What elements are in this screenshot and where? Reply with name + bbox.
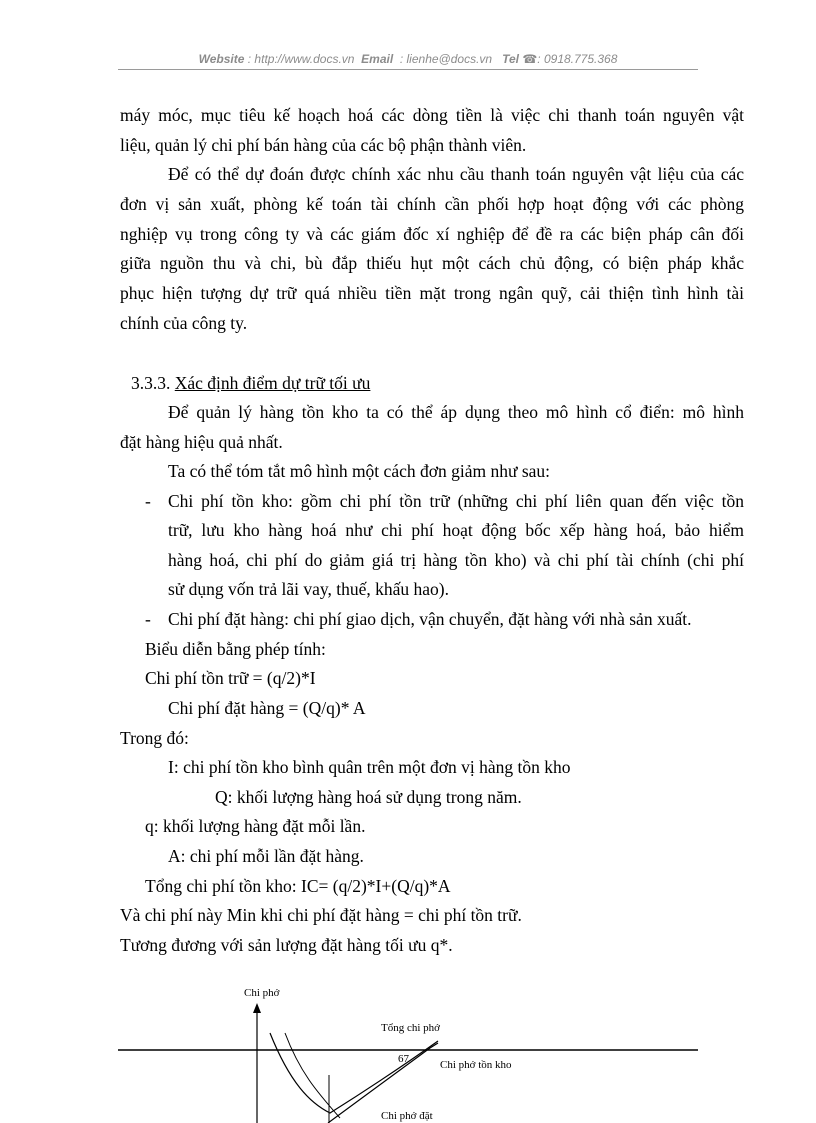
cost-curve-diagram <box>0 963 816 1123</box>
angle-mark: 67 <box>398 1053 409 1065</box>
website-value: : http://www.docs.vn <box>247 52 355 66</box>
formula-holding: Chi phí tồn trữ = (q/2)*I <box>145 668 316 688</box>
text-line: Biểu diễn bằng phép tính: <box>145 639 326 659</box>
text-line: Tương đương với sản lượng đặt hàng tối ưu q*. <box>120 935 453 955</box>
text-line: Ta có thể tóm tắt mô hình một cách đơn giảm như sau: <box>168 461 551 481</box>
text-line: Trong đó: <box>120 728 189 748</box>
tel-value: : 0918.775.368 <box>537 52 618 66</box>
tel-label: Tel <box>502 52 519 66</box>
text-line: trữ, lưu kho hàng hoá như chi phí hoạt động bốc xếp hàng hoá, bảo hiểm <box>168 520 744 540</box>
text-line: hàng hoá, chi phí do giảm giá trị hàng tồn kho) và chi phí tài chính (chi phí <box>168 550 744 570</box>
y-axis-arrow <box>253 1003 261 1013</box>
total-cost-curve <box>270 1033 438 1113</box>
text-line: nghiệp vụ trong công ty và các giám đốc xí nghiệp để đề ra các biện pháp cân đối <box>120 224 744 244</box>
text-line: Chi phí đặt hàng: chi phí giao dịch, vận chuyển, đặt hàng với nhà sản xuất. <box>168 609 692 629</box>
header-divider <box>118 69 698 70</box>
holding-cost-label: Chi phớ tồn kho <box>440 1059 512 1071</box>
section-title: Xác định điểm dự trữ tối ưu <box>174 373 371 393</box>
y-axis-label: Chi phớ <box>244 987 280 999</box>
website-label: Website <box>198 52 245 66</box>
ordering-cost-curve <box>285 1033 340 1118</box>
email-value: : lienhe@docs.vn <box>399 52 493 66</box>
phone-icon: ☎ <box>522 52 538 66</box>
bullet-dash: - <box>145 609 151 629</box>
email-label: Email <box>361 52 394 66</box>
definition-A: A: chi phí mỗi lần đặt hàng. <box>168 846 364 866</box>
text-line: Để có thể dự đoán được chính xác nhu cầu thanh toán nguyên vật liệu của các <box>168 164 744 184</box>
section-heading <box>131 373 370 393</box>
total-cost-label: Tổng chi phớ <box>381 1022 440 1034</box>
text-line: liệu, quản lý chi phí bán hàng của các bộ phận thành viên. <box>120 135 527 155</box>
text-line: Để quản lý hàng tồn kho ta có thể áp dụng theo mô hình cổ điển: mô hình <box>168 402 744 422</box>
text-line: sử dụng vốn trả lãi vay, thuế, khấu hao). <box>168 579 449 599</box>
definition-I: I: chi phí tồn kho bình quân trên một đơn vị hàng tồn kho <box>168 757 571 777</box>
text-line: Và chi phí này Min khi chi phí đặt hàng = chi phí tồn trữ. <box>120 905 522 925</box>
ordering-cost-label: Chi phớ đặt <box>381 1110 433 1122</box>
text-line: chính của công ty. <box>120 313 248 333</box>
definition-Q: Q: khối lượng hàng hoá sử dụng trong năm. <box>215 787 522 807</box>
text-line: máy móc, mục tiêu kế hoạch hoá các dòng tiền là việc chi thanh toán nguyên vật <box>120 105 744 125</box>
text-line: phục hiện tượng dự trữ quá nhiều tiền mặt trong ngân quỹ, cải thiện tình hình tài <box>120 283 744 303</box>
text-line: đơn vị sản xuất, phòng kế toán tài chính cần phối hợp hoạt động với các phòng <box>120 194 744 214</box>
section-number: 3.3.3. <box>131 373 171 393</box>
formula-total: Tổng chi phí tồn kho: IC= (q/2)*I+(Q/q)*A <box>145 876 451 896</box>
text-line: giữa nguồn thu và chi, bù đắp thiếu hụt một cách chủ động, có biện pháp khắc <box>120 253 744 273</box>
text-line: đặt hàng hiệu quả nhất. <box>120 432 283 452</box>
page-header <box>118 52 698 66</box>
definition-q: q: khối lượng hàng đặt mỗi lần. <box>145 816 366 836</box>
bullet-dash: - <box>145 491 151 511</box>
formula-ordering: Chi phí đặt hàng = (Q/q)* A <box>168 698 366 718</box>
text-line: Chi phí tồn kho: gồm chi phí tồn trữ (những chi phí liên quan đến việc tồn <box>168 491 744 511</box>
